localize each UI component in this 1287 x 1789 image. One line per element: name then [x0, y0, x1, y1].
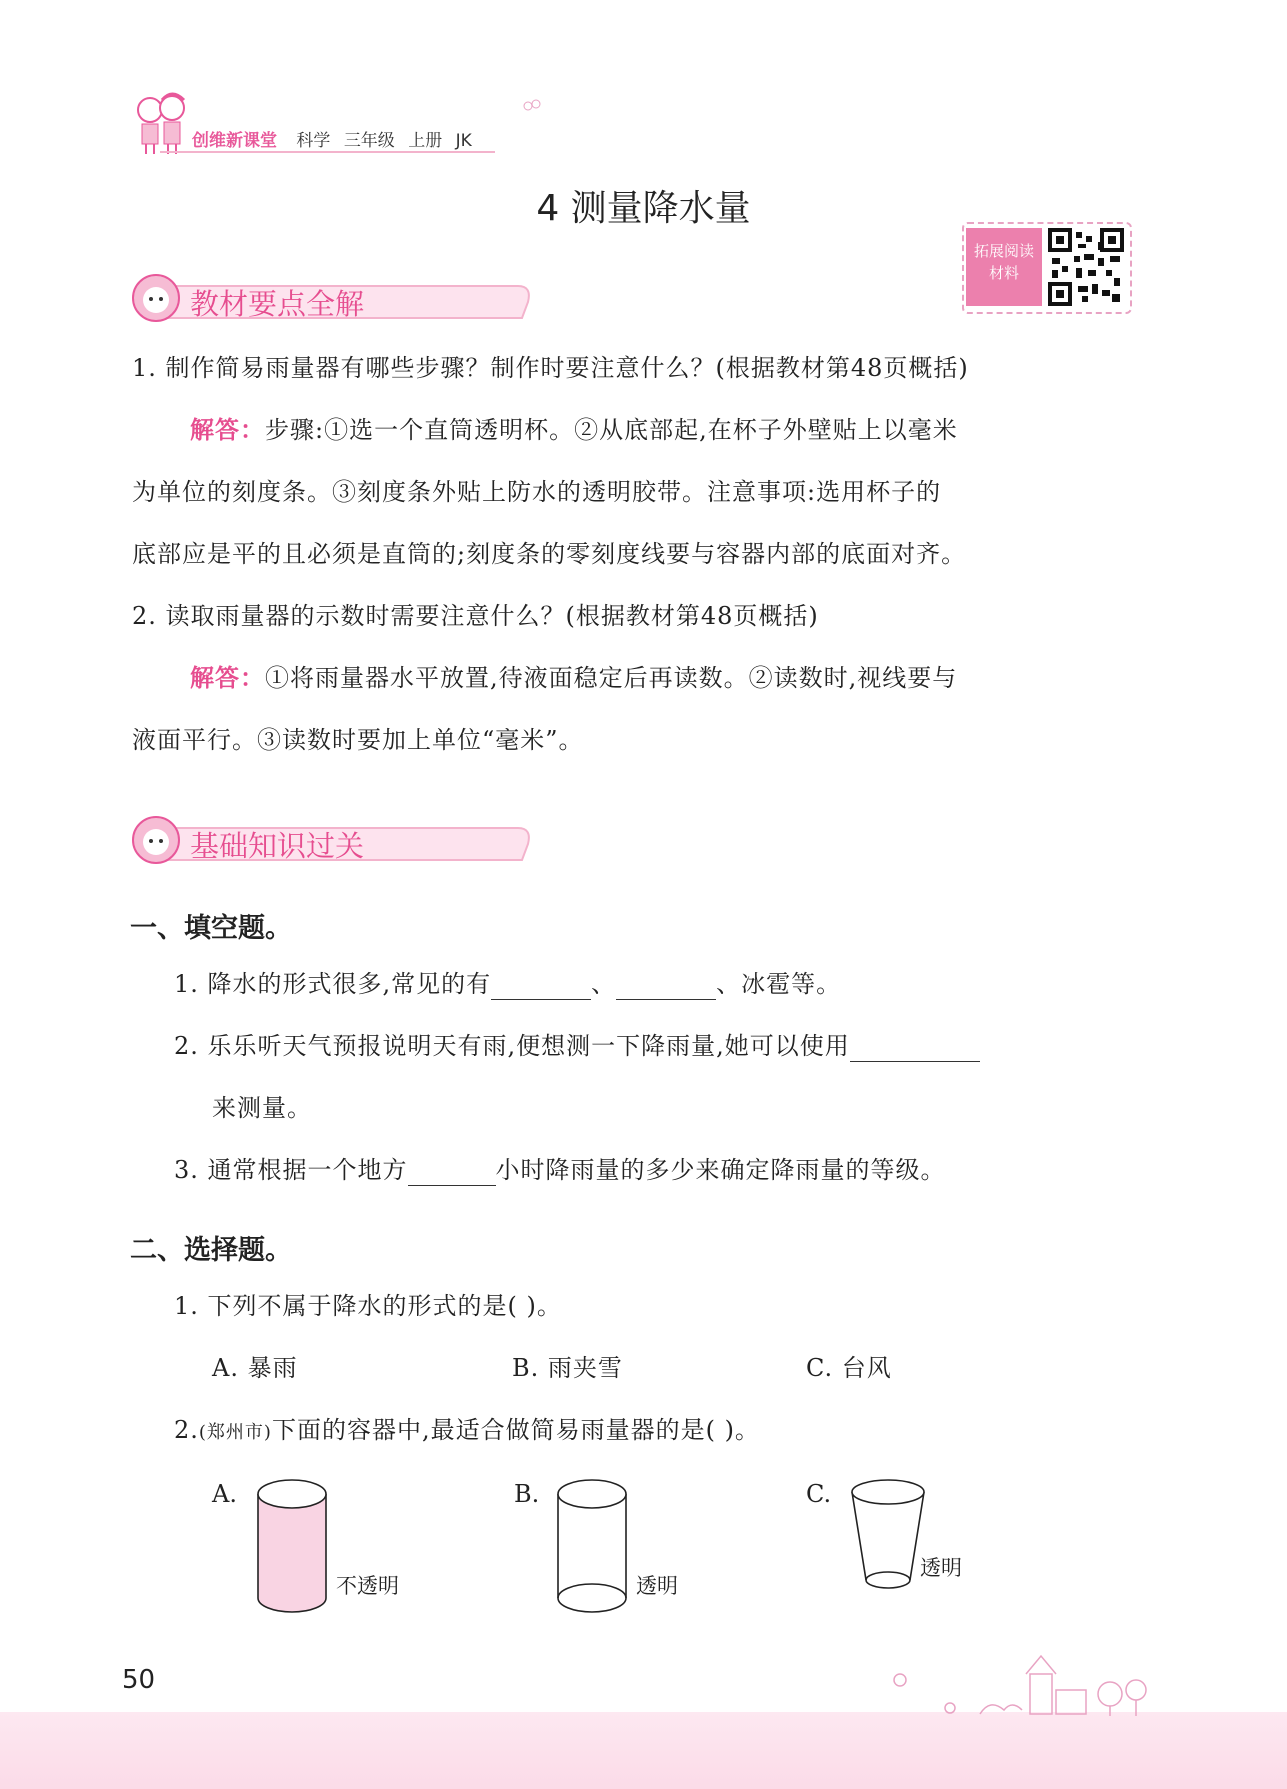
qr-label-line1: 拓展阅读	[973, 242, 1034, 260]
answer-1-line-1	[190, 414, 958, 446]
fill-question-2-cont: 来测量。	[212, 1094, 312, 1122]
lesson-title: 4 测量降水量	[536, 188, 751, 229]
girl-avatar-icon	[130, 272, 182, 324]
mc-option-a[interactable]: A. 暴雨	[212, 1354, 298, 1382]
answer-2-line-1	[190, 662, 957, 694]
section-title: 教材要点全解	[190, 287, 365, 321]
transparent-tapered-cup-icon[interactable]	[848, 1476, 928, 1596]
section-header-basics	[130, 814, 550, 866]
mc-question-2	[174, 1414, 760, 1449]
fill-question-2	[174, 1030, 980, 1062]
question-1: 1. 制作简易雨量器有哪些步骤？制作时要注意什么？(根据教材第48页概括)	[132, 354, 969, 382]
answer-1-line-3: 底部应是平的且必须是直筒的;刻度条的零刻度线要与容器内部的底面对齐。	[132, 540, 967, 568]
question-2: 2. 读取雨量器的示数时需要注意什么？(根据教材第48页概括)	[132, 602, 819, 630]
figure-b-caption: 透明	[636, 1574, 678, 1598]
section-header-key-points	[130, 272, 550, 324]
fill-1-text-a: 1. 降水的形式很多,常见的有	[174, 970, 492, 998]
fill-question-3	[174, 1154, 946, 1186]
answer-text: 步骤:①选一个直筒透明杯。②从底部起,在杯子外壁贴上以毫米	[265, 416, 958, 444]
answer-label: 解答：	[190, 664, 265, 692]
mc-option-b[interactable]: B. 雨夹雪	[512, 1354, 623, 1382]
figure-a-caption: 不透明	[336, 1574, 399, 1598]
footer-band	[0, 1712, 1287, 1789]
figure-b-letter[interactable]: B.	[514, 1480, 540, 1508]
qr-label-line2: 材料	[988, 264, 1019, 282]
answer-blank[interactable]	[850, 1035, 980, 1062]
qr-label[interactable]	[966, 228, 1042, 306]
brand-name: 创维新课堂	[192, 131, 277, 151]
fill-1-separator: 、	[591, 970, 617, 998]
qr-code-icon[interactable]	[1048, 228, 1124, 306]
mc-option-c[interactable]: C. 台风	[806, 1354, 892, 1382]
grade: 三年级	[343, 131, 395, 151]
answer-blank[interactable]	[408, 1159, 496, 1186]
fill-3-text-b: 小时降雨量的多少来确定降雨量的等级。	[495, 1156, 946, 1184]
volume: 上册	[408, 131, 443, 151]
section-title: 基础知识过关	[190, 829, 365, 863]
kids-logo-icon	[126, 86, 198, 158]
figure-a-letter[interactable]: A.	[212, 1480, 237, 1508]
fill-question-1	[174, 968, 841, 1000]
flower-decoration-icon	[520, 96, 544, 116]
answer-blank[interactable]	[616, 973, 716, 1000]
page-number: 50	[122, 1665, 156, 1695]
answer-label: 解答：	[190, 416, 265, 444]
edition: JK	[455, 131, 472, 151]
part-fill-blank: 一、填空题。	[130, 913, 292, 944]
part-multiple-choice: 二、选择题。	[130, 1235, 292, 1266]
opaque-cylinder-icon[interactable]	[252, 1476, 332, 1616]
header-divider	[160, 151, 495, 153]
fill-2-text-a: 2. 乐乐听天气预报说明天有雨,便想测一下降雨量,她可以使用	[174, 1032, 850, 1060]
castle-decoration-icon	[880, 1650, 1170, 1720]
subject: 科学	[296, 131, 331, 151]
mc-2-text: 下面的容器中,最适合做简易雨量器的是( )。	[271, 1416, 760, 1444]
answer-1-line-2: 为单位的刻度条。③刻度条外贴上防水的透明胶带。注意事项:选用杯子的	[132, 478, 942, 506]
figure-c-letter[interactable]: C.	[806, 1480, 832, 1508]
answer-text: ①将雨量器水平放置,待液面稳定后再读数。②读数时,视线要与	[265, 664, 958, 692]
mc-question-1: 1. 下列不属于降水的形式的是( )。	[174, 1292, 562, 1320]
answer-2-line-2: 液面平行。③读数时要加上单位“毫米”。	[132, 726, 584, 754]
figure-c-caption: 透明	[920, 1556, 962, 1580]
answer-blank[interactable]	[491, 973, 591, 1000]
fill-3-text-a: 3. 通常根据一个地方	[174, 1156, 408, 1184]
running-header	[192, 126, 480, 151]
girl-avatar-icon	[130, 814, 182, 866]
transparent-cylinder-icon[interactable]	[552, 1476, 632, 1616]
fill-1-text-b: 、冰雹等。	[716, 970, 842, 998]
mc-2-source: (郑州市)	[198, 1422, 272, 1443]
mc-2-number: 2.	[174, 1416, 199, 1444]
